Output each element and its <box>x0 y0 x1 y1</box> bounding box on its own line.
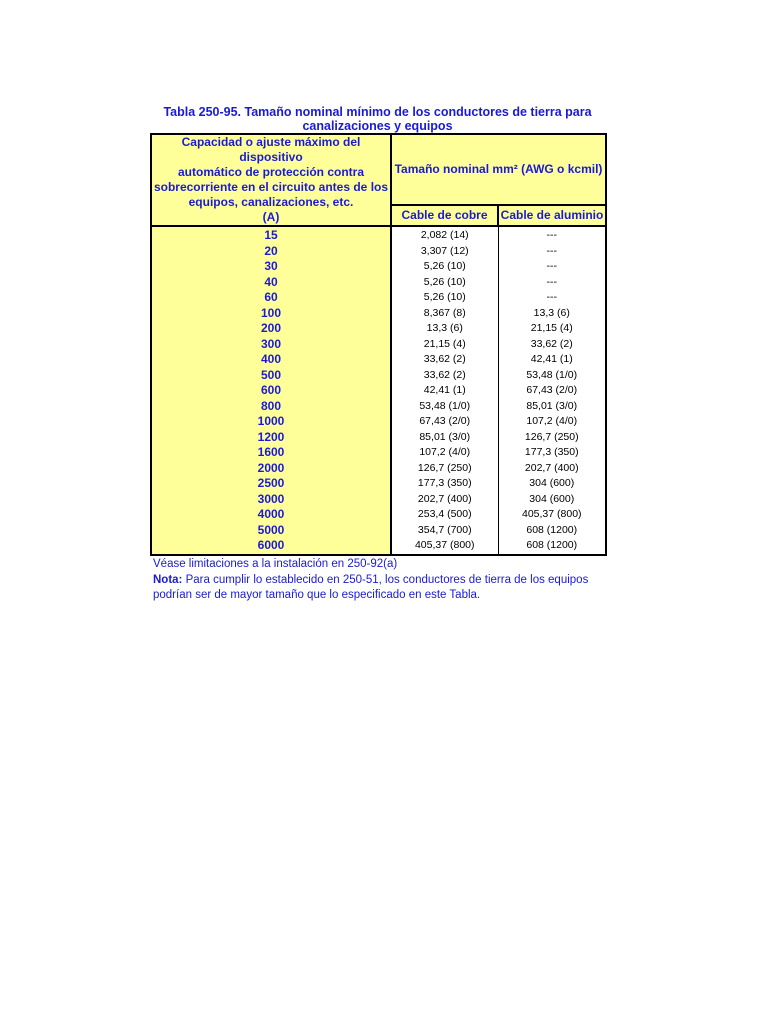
amps-cell: 6000 <box>151 538 391 555</box>
aluminum-cell: 405,37 (800) <box>498 507 606 523</box>
table-row <box>151 445 606 461</box>
nota-text: Para cumplir lo establecido en 250-51, los conductores de tierra de los equipos podrían ser de mayor tamaño que lo especificado en este Tabla. <box>153 573 589 601</box>
copper-cell: 2,082 (14) <box>391 226 498 244</box>
table-row <box>151 226 606 244</box>
copper-column-header: Cable de cobre <box>391 205 498 226</box>
copper-cell: 5,26 (10) <box>391 259 498 275</box>
amps-cell: 200 <box>151 321 391 337</box>
aluminum-cell: --- <box>498 275 606 291</box>
table-row <box>151 430 606 446</box>
aluminum-cell: 608 (1200) <box>498 523 606 539</box>
amps-cell: 400 <box>151 352 391 368</box>
copper-cell: 354,7 (700) <box>391 523 498 539</box>
copper-cell: 85,01 (3/0) <box>391 430 498 446</box>
aluminum-cell: --- <box>498 226 606 244</box>
notes <box>153 557 608 604</box>
grounding-conductor-table <box>150 133 607 556</box>
amps-cell: 5000 <box>151 523 391 539</box>
amps-cell: 500 <box>151 368 391 384</box>
amps-cell: 4000 <box>151 507 391 523</box>
amps-cell: 1600 <box>151 445 391 461</box>
amps-cell: 2500 <box>151 476 391 492</box>
capacity-header-line-1: Capacidad o ajuste máximo del dispositivo <box>181 135 361 164</box>
table-row <box>151 399 606 415</box>
amps-cell: 2000 <box>151 461 391 477</box>
aluminum-cell: 304 (600) <box>498 476 606 492</box>
amps-cell: 300 <box>151 337 391 353</box>
copper-cell: 67,43 (2/0) <box>391 414 498 430</box>
aluminum-cell: 13,3 (6) <box>498 306 606 322</box>
aluminum-cell: 42,41 (1) <box>498 352 606 368</box>
aluminum-cell: 177,3 (350) <box>498 445 606 461</box>
aluminum-cell: --- <box>498 290 606 306</box>
installation-limitations-note: Véase limitaciones a la instalación en 250-92(a) <box>153 558 398 570</box>
table-row <box>151 244 606 260</box>
copper-cell: 107,2 (4/0) <box>391 445 498 461</box>
capacity-header-line-4: equipos, canalizaciones, etc. <box>188 195 354 209</box>
table-row <box>151 259 606 275</box>
nota-label: Nota: <box>153 573 183 586</box>
aluminum-cell: 85,01 (3/0) <box>498 399 606 415</box>
capacity-unit: (A) <box>262 210 280 224</box>
aluminum-cell: 202,7 (400) <box>498 461 606 477</box>
amps-cell: 3000 <box>151 492 391 508</box>
aluminum-column-header: Cable de aluminio <box>498 205 606 226</box>
amps-cell: 600 <box>151 383 391 399</box>
capacity-column-header <box>151 134 391 226</box>
copper-cell: 33,62 (2) <box>391 368 498 384</box>
copper-cell: 5,26 (10) <box>391 290 498 306</box>
copper-cell: 405,37 (800) <box>391 538 498 555</box>
copper-cell: 5,26 (10) <box>391 275 498 291</box>
table-row <box>151 414 606 430</box>
amps-cell: 15 <box>151 226 391 244</box>
copper-cell: 126,7 (250) <box>391 461 498 477</box>
size-column-header: Tamaño nominal mm² (AWG o kcmil) <box>391 134 606 205</box>
aluminum-cell: 126,7 (250) <box>498 430 606 446</box>
copper-cell: 21,15 (4) <box>391 337 498 353</box>
amps-cell: 40 <box>151 275 391 291</box>
table-row <box>151 461 606 477</box>
table-row <box>151 383 606 399</box>
copper-cell: 53,48 (1/0) <box>391 399 498 415</box>
table-row <box>151 492 606 508</box>
copper-cell: 13,3 (6) <box>391 321 498 337</box>
table-row <box>151 306 606 322</box>
table-row <box>151 321 606 337</box>
copper-cell: 202,7 (400) <box>391 492 498 508</box>
aluminum-cell: 33,62 (2) <box>498 337 606 353</box>
aluminum-cell: 304 (600) <box>498 492 606 508</box>
table-row <box>151 275 606 291</box>
amps-cell: 1200 <box>151 430 391 446</box>
table-row <box>151 538 606 555</box>
table-row <box>151 290 606 306</box>
capacity-header-line-3: sobrecorriente en el circuito antes de los <box>153 180 389 194</box>
table-title <box>150 105 605 133</box>
amps-cell: 60 <box>151 290 391 306</box>
table-row <box>151 368 606 384</box>
nota-paragraph <box>153 573 608 604</box>
capacity-header-line-2: automático de protección contra <box>177 165 365 179</box>
copper-cell: 33,62 (2) <box>391 352 498 368</box>
table-row <box>151 352 606 368</box>
aluminum-cell: --- <box>498 244 606 260</box>
table-row <box>151 523 606 539</box>
table-row <box>151 337 606 353</box>
table-title-line-1: Tabla 250-95. Tamaño nominal mínimo de los conductores de tierra para <box>163 105 592 119</box>
aluminum-cell: 21,15 (4) <box>498 321 606 337</box>
aluminum-cell: 608 (1200) <box>498 538 606 555</box>
copper-cell: 8,367 (8) <box>391 306 498 322</box>
copper-cell: 253,4 (500) <box>391 507 498 523</box>
copper-cell: 3,307 (12) <box>391 244 498 260</box>
amps-cell: 1000 <box>151 414 391 430</box>
amps-cell: 800 <box>151 399 391 415</box>
copper-cell: 177,3 (350) <box>391 476 498 492</box>
table-row <box>151 476 606 492</box>
aluminum-cell: --- <box>498 259 606 275</box>
aluminum-cell: 107,2 (4/0) <box>498 414 606 430</box>
amps-cell: 20 <box>151 244 391 260</box>
table-title-line-2: canalizaciones y equipos <box>302 119 453 133</box>
amps-cell: 100 <box>151 306 391 322</box>
table-row <box>151 507 606 523</box>
copper-cell: 42,41 (1) <box>391 383 498 399</box>
amps-cell: 30 <box>151 259 391 275</box>
aluminum-cell: 67,43 (2/0) <box>498 383 606 399</box>
aluminum-cell: 53,48 (1/0) <box>498 368 606 384</box>
